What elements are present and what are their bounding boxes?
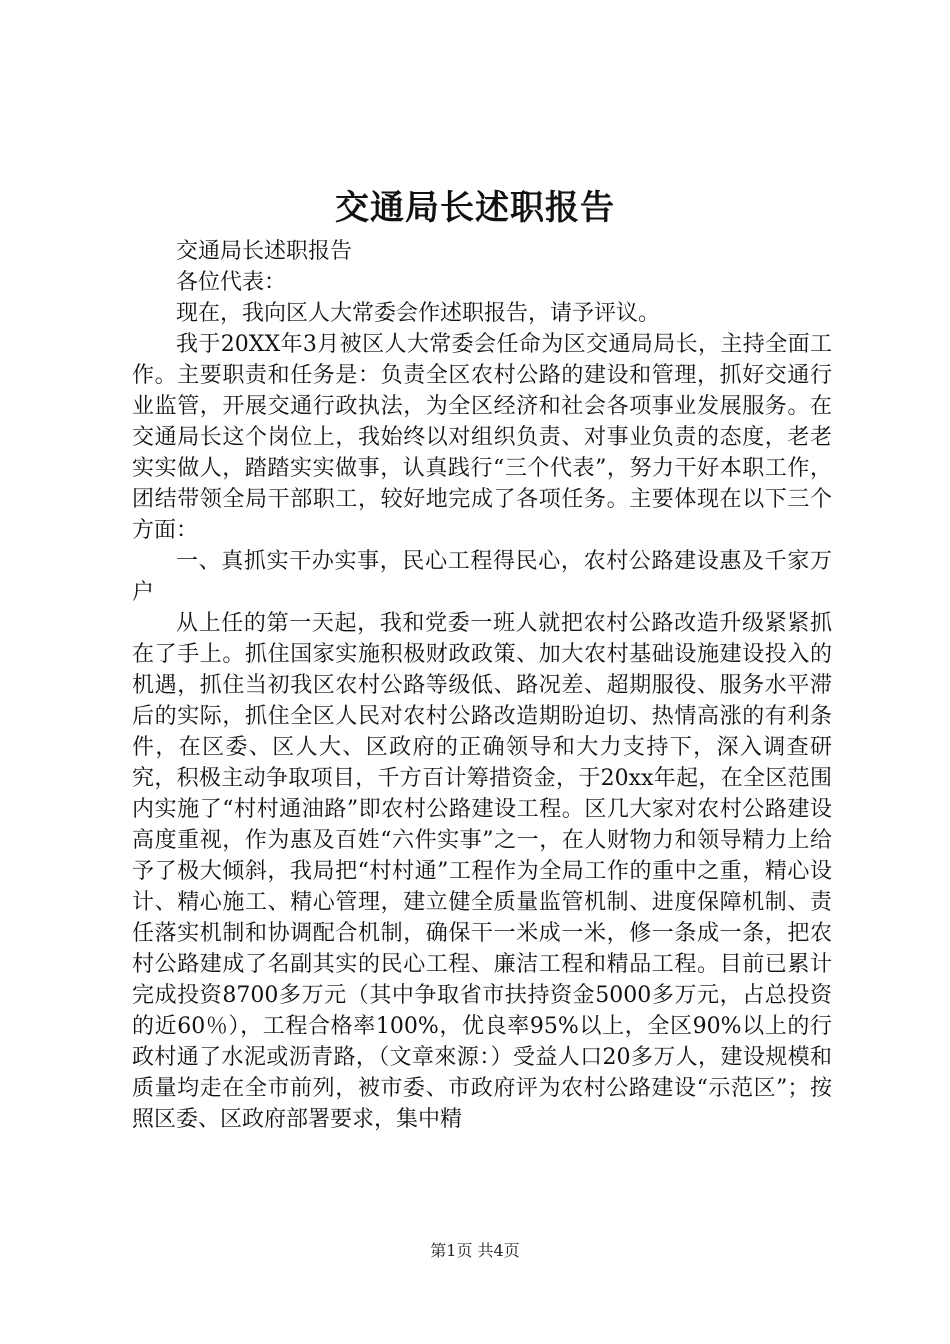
body-paragraph-salutation: 各位代表： xyxy=(176,270,287,295)
body-paragraph-duties: 我于20XX年3月被区人大常委会任命为区交通局局长，主持全面工作。主要职责和任务是：负责全区农村公路的建设和管理，抓好交通行业监管，开展交通行政执法，为全区经济和社会各项事业发展服务。在交通局长这个岗位上，我始终以对组织负责、对事业负责的态度，老老实实做人，踏踏实实做事，认真践行“三个代表”，努力干好本职工作，团结带领全局干部职工，较好地完成了各项任务。主要体现在以下三个方面： xyxy=(132,332,832,543)
page-footer: 第1页 共4页 xyxy=(430,1241,520,1260)
body-paragraph-section-1: 从上任的第一天起，我和党委一班人就把农村公路改造升级紧紧抓在了手上。抓住国家实施积极财政政策、加大农村基础设施建设投入的机遇，抓住当初我区农村公路等级低、路况差、超期服役、服务水平滞后的实际，抓住全区人民对农村公路改造期盼迫切、热情高涨的有利条件，在区委、区人大、区政府的正确领导和大力支持下，深入调查研究，积极主动争取项目，千方百计筹措资金，于20xx年起，在全区范围内实施了“村村通油路”即农村公路建设工程。区几大家对农村公路建设高度重视，作为惠及百姓“六件实事”之一，在人财物力和领导精力上给予了极大倾斜，我局把“村村通”工程作为全局工作的重中之重，精心设计、精心施工、精心管理，建立健全质量监管机制、进度保障机制、责任落实机制和协调配合机制，确保干一米成一米，修一条成一条，把农村公路建成了名副其实的民心工程、廉洁工程和精品工程。目前已累计完成投资8700多万元（其中争取省市扶持资金5000多万元，占总投资的近60％），工程合格率100%，优良率95%以上，全区90%以上的行政村通了水泥或沥青路，（文章來源：）受益人口20多万人，建设规模和质量均走在全市前列，被市委、市政府评为农村公路建设“示范区”；按照区委、区政府部署要求，集中精 xyxy=(132,611,832,1132)
document-body xyxy=(132,236,832,1135)
body-paragraph-heading: 交通局长述职报告 xyxy=(176,239,353,264)
body-paragraph-intro: 现在，我向区人大常委会作述职报告，请予评议。 xyxy=(176,301,661,326)
section-heading-1: 一、真抓实干办实事，民心工程得民心，农村公路建设惠及千家万户 xyxy=(132,549,832,605)
document-title: 交通局长述职报告 xyxy=(335,188,615,228)
